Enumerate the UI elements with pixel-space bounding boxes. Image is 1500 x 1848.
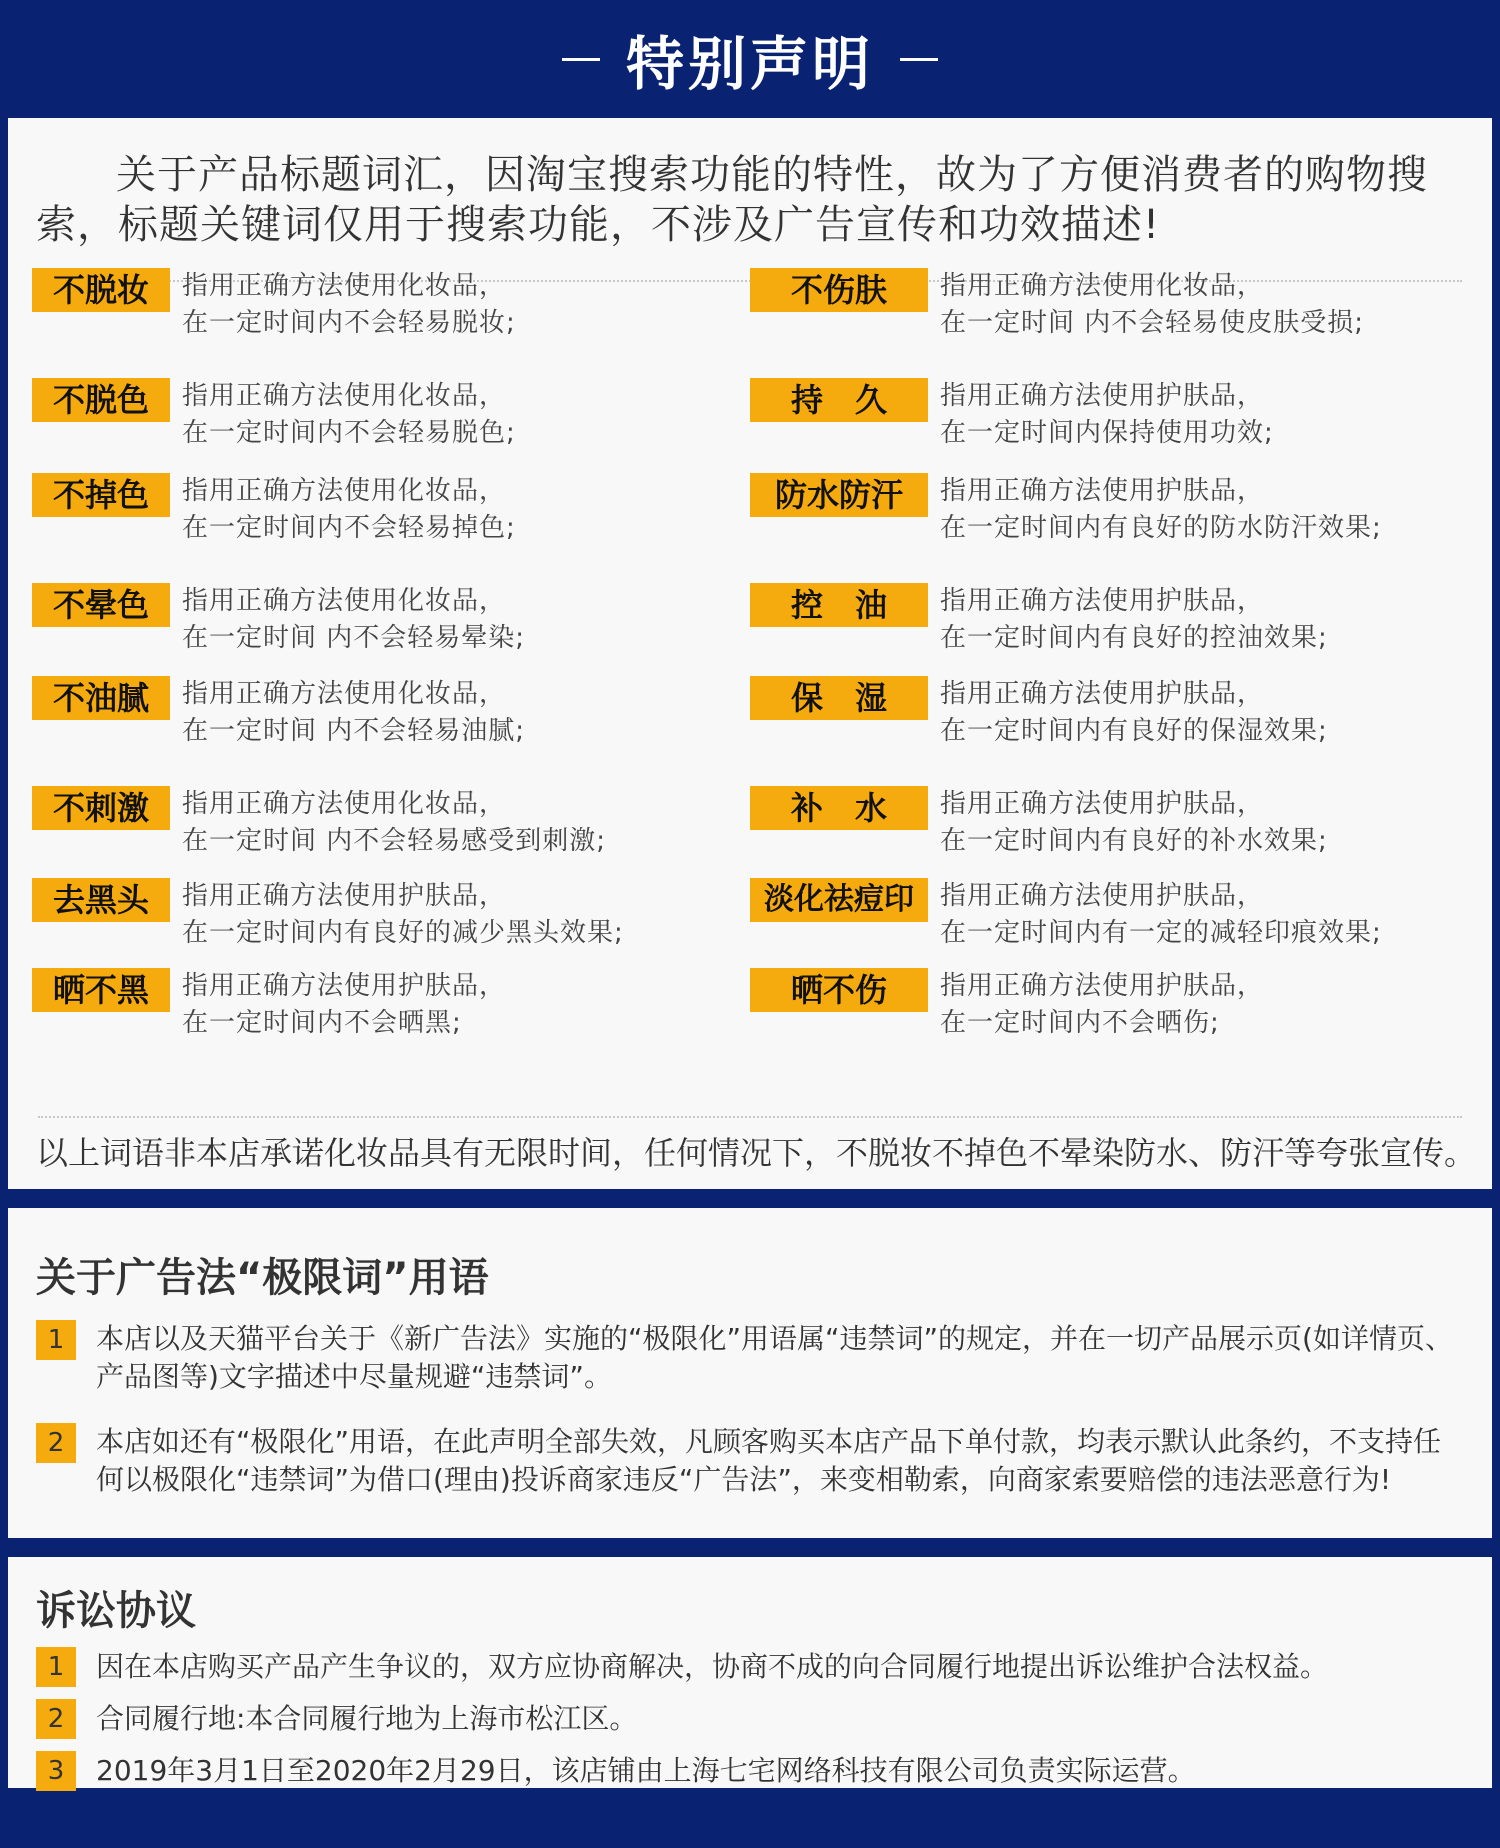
intro-text: 关于产品标题词汇，因淘宝搜索功能的特性，故为了方便消费者的购物搜索，标题关键词仅用于搜索功能，不涉及广告宣传和功效描述! — [36, 152, 1428, 248]
feature-tag: 补 水 — [750, 786, 928, 830]
feature-tag: 控 油 — [750, 583, 928, 627]
litigation-panel — [8, 1557, 1492, 1788]
feature-item — [750, 676, 1328, 750]
item-number: 1 — [36, 1647, 76, 1687]
header-banner — [0, 0, 1500, 118]
item-number: 1 — [36, 1320, 76, 1360]
item-number: 2 — [36, 1699, 76, 1739]
feature-tag: 去黑头 — [32, 878, 170, 922]
divider — [38, 1116, 1462, 1118]
feature-desc: 指用正确方法使用护肤品， 在一定时间内有良好的补水效果; — [940, 789, 1328, 856]
feature-desc: 指用正确方法使用护肤品， 在一定时间内有良好的控油效果; — [940, 586, 1328, 653]
list-item — [36, 1423, 1466, 1499]
title-dash-right — [900, 58, 938, 61]
feature-tag: 持 久 — [750, 378, 928, 422]
feature-desc: 指用正确方法使用护肤品， 在一定时间内保持使用功效; — [940, 381, 1274, 448]
feature-item — [32, 968, 506, 1042]
feature-tag: 晒不黑 — [32, 968, 170, 1012]
feature-desc: 指用正确方法使用护肤品， 在一定时间内不会晒伤; — [940, 971, 1265, 1038]
section-title: 诉讼协议 — [36, 1588, 196, 1634]
feature-item — [32, 786, 606, 860]
feature-desc: 指用正确方法使用化妆品， 在一定时间 内不会轻易感受到刺激; — [182, 789, 607, 856]
feature-desc: 指用正确方法使用护肤品， 在一定时间内有良好的防水防汗效果; — [940, 476, 1382, 543]
feature-desc: 指用正确方法使用化妆品， 在一定时间 内不会轻易油腻; — [182, 679, 526, 746]
section-title: 关于广告法“极限词”用语 — [36, 1255, 489, 1301]
feature-desc: 指用正确方法使用化妆品， 在一定时间内不会轻易掉色; — [182, 476, 516, 543]
feature-item — [750, 786, 1328, 860]
item-number: 2 — [36, 1423, 76, 1463]
feature-desc: 指用正确方法使用护肤品， 在一定时间内不会晒黑; — [182, 971, 507, 1038]
item-text: 因在本店购买产品产生争议的，双方应协商解决，协商不成的向合同履行地提出诉讼维护合法权益。 — [96, 1650, 1329, 1683]
feature-desc: 指用正确方法使用化妆品， 在一定时间内不会轻易脱色; — [182, 381, 516, 448]
feature-item — [32, 676, 525, 750]
item-text: 合同履行地:本合同履行地为上海市松江区。 — [96, 1702, 638, 1735]
feature-desc: 指用正确方法使用护肤品， 在一定时间内有良好的减少黑头效果; — [182, 881, 624, 948]
feature-item — [32, 878, 624, 952]
feature-item — [750, 583, 1328, 657]
list-item — [36, 1647, 1466, 1687]
feature-desc: 指用正确方法使用化妆品， 在一定时间 内不会轻易晕染; — [182, 586, 526, 653]
item-text: 本店如还有“极限化”用语，在此声明全部失效，凡顾客购买本店产品下单付款，均表示默认此条约，不支持任何以极限化“违禁词”为借口(理由)投诉商家违反“广告法”，来变相勒索，向商家索要赔偿的违法恶意行为! — [96, 1425, 1442, 1496]
feature-tag: 不油腻 — [32, 676, 170, 720]
feature-desc: 指用正确方法使用护肤品， 在一定时间内有一定的减轻印痕效果; — [940, 881, 1382, 948]
list-item — [36, 1320, 1466, 1396]
feature-item — [750, 878, 1382, 952]
feature-tag: 晒不伤 — [750, 968, 928, 1012]
feature-item — [750, 378, 1274, 452]
feature-desc: 指用正确方法使用护肤品， 在一定时间内有良好的保湿效果; — [940, 679, 1328, 746]
feature-item — [32, 268, 516, 342]
item-text: 本店以及天猫平台关于《新广告法》实施的“极限化”用语属“违禁词”的规定，并在一切产品展示页(如详情页、产品图等)文字描述中尽量规避“违禁词”。 — [96, 1322, 1453, 1393]
disclaimer-note: 以上词语非本店承诺化妆品具有无限时间，任何情况下，不脱妆不掉色不晕染防水、防汗等夸张宣传。 — [36, 1134, 1477, 1172]
feature-tag: 不掉色 — [32, 473, 170, 517]
item-text: 2019年3月1日至2020年2月29日，该店铺由上海七宅网络科技有限公司负责实际运营。 — [96, 1754, 1196, 1787]
special-statement-panel — [8, 118, 1492, 1189]
feature-tag: 防水防汗 — [750, 473, 928, 517]
feature-tag: 不伤肤 — [750, 268, 928, 312]
feature-tag: 不脱色 — [32, 378, 170, 422]
item-number: 3 — [36, 1751, 76, 1791]
feature-tag: 淡化祛痘印 — [750, 878, 928, 922]
feature-tag: 不脱妆 — [32, 268, 170, 312]
feature-item — [750, 268, 1364, 342]
feature-item — [750, 473, 1382, 547]
feature-tag: 不刺激 — [32, 786, 170, 830]
ad-law-panel — [8, 1208, 1492, 1538]
page-title: 特别声明 — [625, 30, 874, 98]
list-item — [36, 1751, 1466, 1791]
feature-item — [32, 583, 525, 657]
feature-tag: 保 湿 — [750, 676, 928, 720]
feature-desc: 指用正确方法使用化妆品， 在一定时间 内不会轻易使皮肤受损; — [940, 271, 1365, 338]
list-item — [36, 1699, 1466, 1739]
feature-item — [750, 968, 1264, 1042]
feature-desc: 指用正确方法使用化妆品， 在一定时间内不会轻易脱妆; — [182, 271, 516, 338]
feature-item — [32, 473, 516, 547]
title-dash-left — [562, 58, 600, 61]
feature-tag: 不晕色 — [32, 583, 170, 627]
feature-item — [32, 378, 516, 452]
